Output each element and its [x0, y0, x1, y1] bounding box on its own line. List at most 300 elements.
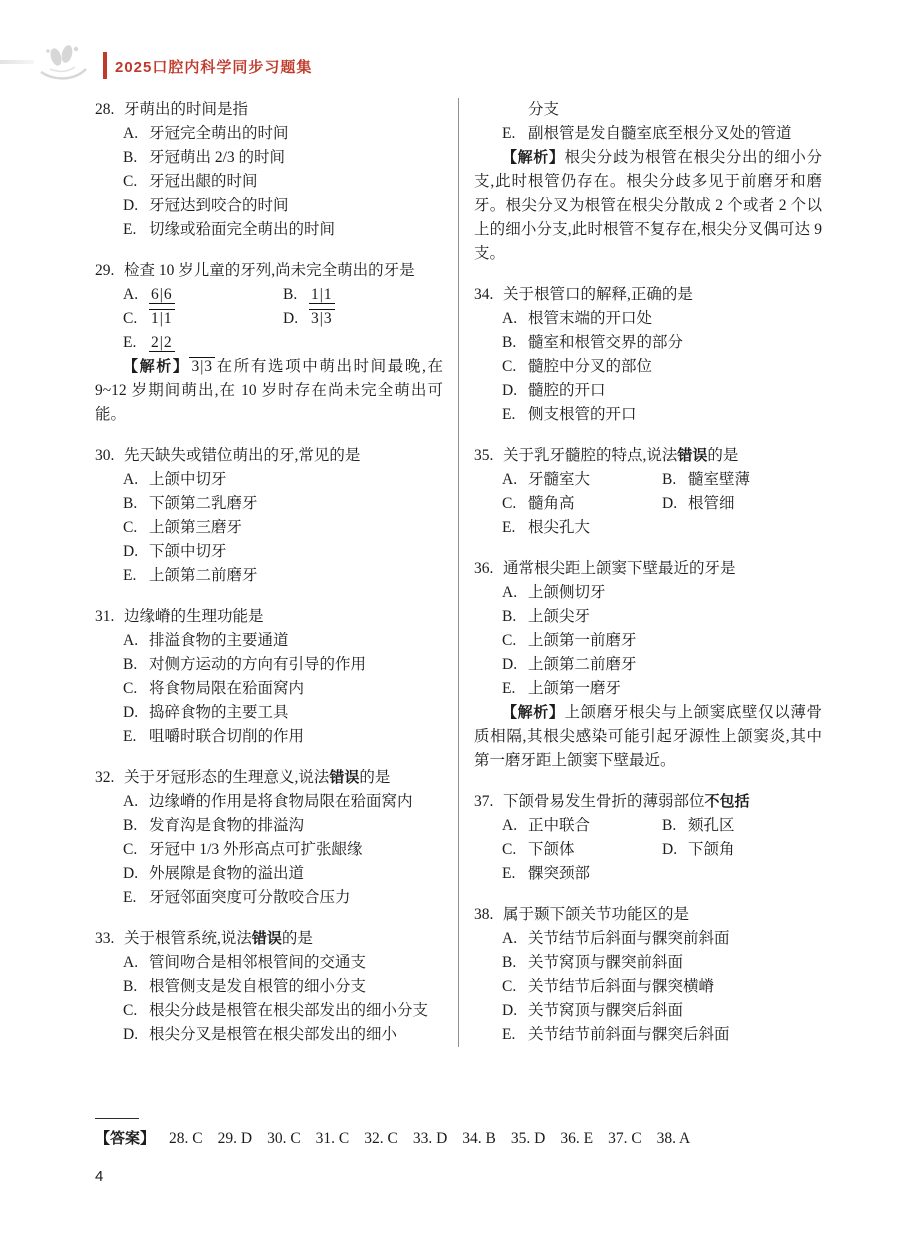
option-text — [528, 653, 822, 677]
option-text — [149, 564, 443, 588]
header-edge-line — [0, 60, 34, 64]
option-text — [149, 886, 443, 910]
text-segment: 下颌第二乳磨牙 — [149, 495, 258, 512]
option — [662, 814, 822, 838]
text-segment: 牙冠出龈的时间 — [149, 173, 258, 190]
option — [95, 701, 443, 725]
option-label: A. — [502, 930, 518, 947]
option-row — [474, 492, 822, 516]
option-text — [149, 790, 443, 814]
answer-item: 32. C — [364, 1130, 398, 1147]
option — [95, 629, 443, 653]
option-text — [528, 403, 822, 427]
text-segment: 上颌第一磨牙 — [528, 680, 622, 697]
option-text — [528, 122, 822, 146]
palmer-notation: 3|3 — [311, 310, 333, 327]
text-segment: 上颌侧切牙 — [528, 584, 606, 601]
option — [662, 468, 822, 492]
question — [474, 903, 822, 927]
option-label: A. — [123, 632, 139, 649]
option — [95, 492, 443, 516]
option-label: E. — [123, 334, 137, 351]
question-stem — [503, 790, 822, 814]
option-label: E. — [123, 889, 137, 906]
option-text — [149, 999, 443, 1023]
text-segment: 牙冠萌出 2/3 的时间 — [149, 149, 286, 166]
option-text — [149, 283, 283, 307]
option-text — [149, 975, 443, 999]
option-label: C. — [123, 841, 138, 858]
option — [95, 1023, 443, 1047]
option-label: C. — [502, 978, 517, 995]
option-text — [528, 581, 822, 605]
option-label: D. — [283, 310, 299, 327]
text-segment: 分支 — [528, 101, 560, 118]
option-text — [149, 516, 443, 540]
text-segment: 根尖分叉是根管在根尖部发出的细小 — [149, 1026, 398, 1043]
option-text — [528, 999, 822, 1023]
answers-section — [95, 1118, 822, 1150]
text-segment: 牙冠中 1/3 外形高点可扩张龈缘 — [149, 841, 363, 858]
text-segment: 根管细 — [688, 495, 735, 512]
text-segment: 髓腔中分叉的部位 — [528, 358, 653, 375]
question — [474, 557, 822, 581]
text-segment: 上颌第三磨牙 — [149, 519, 243, 536]
option-text — [149, 677, 443, 701]
question — [95, 605, 443, 629]
content — [95, 98, 822, 1047]
option-row — [474, 838, 822, 862]
text-segment: 根尖孔大 — [528, 519, 591, 536]
question-stem — [124, 98, 443, 122]
page-number: 4 — [95, 1168, 104, 1185]
option-text — [528, 814, 662, 838]
option-text — [149, 1023, 443, 1047]
option — [95, 516, 443, 540]
text-segment: 根管侧支是发自根管的细小分支 — [149, 978, 367, 995]
option-label: B. — [283, 286, 298, 303]
text-segment: 咀嚼时联合切削的作用 — [149, 728, 305, 745]
text-segment: 的是 — [359, 769, 391, 786]
option-row — [95, 331, 443, 355]
answer-item: 30. C — [267, 1130, 301, 1147]
question-stem — [124, 259, 443, 283]
text-segment: 下颌骨易发生骨折的薄弱部位 — [503, 793, 705, 810]
option-text — [528, 1023, 822, 1047]
option-label: E. — [123, 221, 137, 238]
text-segment: 关于牙冠形态的生理意义,说法 — [124, 769, 330, 786]
option-text — [149, 194, 443, 218]
analysis-block — [474, 146, 822, 266]
answers-label: 【答案】 — [95, 1130, 156, 1147]
option — [474, 975, 822, 999]
option — [474, 331, 822, 355]
option — [95, 951, 443, 975]
option — [95, 975, 443, 999]
option-text — [149, 838, 443, 862]
option — [662, 492, 822, 516]
text-segment: 髓室壁薄 — [688, 471, 751, 488]
palmer-notation: 3|3 — [191, 358, 214, 375]
text-segment: 将食物局限在𬌗面窝内 — [149, 680, 305, 697]
text-segment: 关节结节前斜面与髁突后斜面 — [528, 1026, 730, 1043]
text-segment: 牙冠邻面突度可分散咬合压力 — [149, 889, 351, 906]
option — [474, 605, 822, 629]
option-label: A. — [123, 286, 139, 303]
answer-item: 28. C — [169, 1130, 203, 1147]
option-label: A. — [502, 584, 518, 601]
option-text — [528, 492, 662, 516]
option-text — [528, 379, 822, 403]
text-segment: 上颌磨牙根尖与上颌窦底壁仅以薄骨质相隔,其根尖感染可能引起牙源性上颌窦炎,其中第一磨牙距上颌窦下壁最近。 — [474, 704, 822, 769]
question-number: 32. — [95, 769, 115, 786]
option-label: B. — [662, 471, 677, 488]
option — [474, 629, 822, 653]
option-label: D. — [502, 382, 518, 399]
option-text — [149, 725, 443, 749]
option-text — [528, 605, 822, 629]
text-segment: 根尖分歧是根管在根尖部发出的细小分支 — [149, 1002, 429, 1019]
question-number: 36. — [474, 560, 494, 577]
option-continuation — [474, 98, 822, 122]
option-row — [474, 516, 822, 540]
bold-segment: 【解析】 — [123, 358, 190, 375]
option-label: B. — [662, 817, 677, 834]
option — [95, 653, 443, 677]
option — [283, 307, 443, 331]
option-label: C. — [123, 519, 138, 536]
text-segment: 髁突颈部 — [528, 865, 591, 882]
question-stem — [124, 766, 443, 790]
option-label: E. — [502, 406, 516, 423]
question-stem — [503, 557, 822, 581]
book-title: 2025口腔内科学同步习题集 — [115, 59, 313, 76]
option-text — [528, 927, 822, 951]
option-label: A. — [123, 471, 139, 488]
option-text — [528, 331, 822, 355]
option-text — [528, 862, 662, 886]
option-text — [688, 814, 822, 838]
option-text — [528, 838, 662, 862]
question-number: 28. — [95, 101, 115, 118]
option-text — [528, 355, 822, 379]
option-label: A. — [502, 471, 518, 488]
text-segment: 髓角高 — [528, 495, 575, 512]
question-number: 29. — [95, 262, 115, 279]
option — [474, 999, 822, 1023]
option-text — [149, 951, 443, 975]
option-text — [149, 146, 443, 170]
option — [474, 653, 822, 677]
option-text — [149, 629, 443, 653]
option-label: C. — [123, 310, 138, 327]
option-label: D. — [123, 704, 139, 721]
option-label: A. — [502, 817, 518, 834]
publisher-logo-icon — [34, 42, 92, 84]
text-segment: 关于根管口的解释,正确的是 — [503, 286, 693, 303]
question — [95, 927, 443, 951]
question-stem — [503, 444, 822, 468]
option-text — [149, 331, 283, 355]
option-label: A. — [123, 954, 139, 971]
option — [95, 146, 443, 170]
option — [502, 516, 662, 540]
option-text — [149, 862, 443, 886]
question-number: 34. — [474, 286, 494, 303]
text-segment: 副根管是发自髓室底至根分叉处的管道 — [528, 125, 792, 142]
option-label: A. — [123, 125, 139, 142]
left-column — [95, 98, 443, 1047]
text-segment: 下颌角 — [688, 841, 735, 858]
option-text — [309, 307, 443, 331]
option — [502, 838, 662, 862]
text-segment: 关节结节后斜面与髁突前斜面 — [528, 930, 730, 947]
option-label: D. — [502, 656, 518, 673]
option-text — [528, 629, 822, 653]
option — [95, 999, 443, 1023]
answer-item: 29. D — [217, 1130, 253, 1147]
option — [474, 677, 822, 701]
option-label: C. — [123, 1002, 138, 1019]
question-number: 31. — [95, 608, 115, 625]
question-number: 35. — [474, 447, 494, 464]
option — [474, 307, 822, 331]
question — [95, 444, 443, 468]
palmer-notation: 1|1 — [311, 286, 333, 303]
option-row — [474, 814, 822, 838]
option-label: D. — [123, 543, 139, 560]
option — [95, 194, 443, 218]
option — [95, 790, 443, 814]
option-label: E. — [123, 567, 137, 584]
analysis-block — [474, 701, 822, 773]
text-segment: 对侧方运动的方向有引导的作用 — [149, 656, 367, 673]
question-number: 30. — [95, 447, 115, 464]
text-segment: 上颌第二前磨牙 — [149, 567, 258, 584]
text-segment: 上颌中切牙 — [149, 471, 227, 488]
question-number: 37. — [474, 793, 494, 810]
question — [95, 766, 443, 790]
option-label: A. — [502, 310, 518, 327]
option-row — [474, 468, 822, 492]
option-label: E. — [502, 680, 516, 697]
question — [474, 283, 822, 307]
answer-item: 31. C — [315, 1130, 350, 1147]
option-text — [149, 653, 443, 677]
option — [95, 677, 443, 701]
option-label: A. — [123, 793, 139, 810]
text-segment: 正中联合 — [528, 817, 591, 834]
bold-segment: 错误 — [251, 930, 282, 947]
question-stem — [124, 444, 443, 468]
header-accent-bar — [103, 52, 107, 79]
option — [95, 814, 443, 838]
column-divider — [458, 98, 459, 1047]
option-label: C. — [123, 173, 138, 190]
answer-item: 33. D — [412, 1130, 448, 1147]
option-label: D. — [123, 865, 139, 882]
option-text — [688, 468, 822, 492]
option — [474, 355, 822, 379]
text-segment: 在所有选项中萌出时间最晚,在 9~12 岁期间萌出,在 10 岁时存在尚未完全萌出可能。 — [95, 358, 443, 423]
text-segment: 边缘嵴的作用是将食物局限在𬌗面窝内 — [149, 793, 413, 810]
answer-item: 35. D — [510, 1130, 546, 1147]
text-segment: 髓室和根管交界的部分 — [528, 334, 684, 351]
question — [95, 259, 443, 283]
text-segment: 检查 10 岁儿童的牙列,尚未完全萌出的牙是 — [124, 262, 415, 279]
palmer-notation: 1|1 — [151, 310, 173, 327]
text-segment: 边缘嵴的生理功能是 — [124, 608, 264, 625]
option-text — [528, 307, 822, 331]
text-segment: 牙萌出的时间是指 — [124, 101, 249, 118]
option — [474, 122, 822, 146]
option-text — [149, 540, 443, 564]
option — [95, 886, 443, 910]
text-segment: 关节窝顶与髁突后斜面 — [528, 1002, 684, 1019]
option — [502, 468, 662, 492]
option — [474, 403, 822, 427]
answers-line — [95, 1128, 822, 1150]
question-stem — [503, 903, 822, 927]
text-segment: 下颌体 — [528, 841, 575, 858]
question-number: 33. — [95, 930, 115, 947]
option-label: B. — [502, 954, 517, 971]
option-text — [149, 814, 443, 838]
text-segment: 外展隙是食物的溢出道 — [149, 865, 305, 882]
option-row — [474, 862, 822, 886]
text-segment: 牙髓室大 — [528, 471, 591, 488]
text-segment: 根尖分歧为根管在根尖分出的细小分支,此时根管仍存在。根尖分歧多见于前磨牙和磨牙。根尖分叉为根管在根尖分散成 2 个或者 2 个以上的细小分支,此时根管不复存在,根尖分叉偶可达 9 支。 — [474, 149, 822, 262]
option-label: C. — [123, 680, 138, 697]
option-text — [528, 677, 822, 701]
option-label: C. — [502, 632, 517, 649]
option — [474, 951, 822, 975]
palmer-notation: 2|2 — [151, 334, 173, 351]
option — [474, 1023, 822, 1047]
option-text — [149, 492, 443, 516]
text-segment: 根管末端的开口处 — [528, 310, 653, 327]
question-stem — [124, 605, 443, 629]
option-label: C. — [502, 495, 517, 512]
option-label: B. — [502, 608, 517, 625]
text-segment: 上颌第一前磨牙 — [528, 632, 637, 649]
option-text — [149, 307, 283, 331]
text-segment: 下颌中切牙 — [149, 543, 227, 560]
option — [123, 283, 283, 307]
option — [95, 468, 443, 492]
option-text — [528, 951, 822, 975]
option-label: B. — [502, 334, 517, 351]
option-text — [528, 975, 822, 999]
question-stem — [503, 283, 822, 307]
option — [283, 283, 443, 307]
option — [474, 927, 822, 951]
option-row — [95, 307, 443, 331]
text-segment: 颏孔区 — [688, 817, 735, 834]
answer-item: 37. C — [608, 1130, 642, 1147]
text-segment: 的是 — [707, 447, 739, 464]
text-segment: 上颌尖牙 — [528, 608, 591, 625]
text-segment: 关节结节后斜面与髁突横嵴 — [528, 978, 715, 995]
option-text — [528, 468, 662, 492]
option-label: B. — [123, 656, 138, 673]
text-segment: 管间吻合是相邻根管间的交通支 — [149, 954, 367, 971]
option-label: E. — [123, 728, 137, 745]
option — [123, 307, 283, 331]
option-label: D. — [123, 197, 139, 214]
option — [662, 838, 822, 862]
palmer-notation: 6|6 — [151, 286, 173, 303]
text-segment: 先天缺失或错位萌出的牙,常见的是 — [124, 447, 361, 464]
option-text — [688, 838, 822, 862]
option-label: E. — [502, 519, 516, 536]
option-label: E. — [502, 865, 516, 882]
option-label: D. — [123, 1026, 139, 1043]
text-segment: 的是 — [281, 930, 313, 947]
question-number: 38. — [474, 906, 494, 923]
option-label: B. — [123, 978, 138, 995]
bold-segment: 错误 — [329, 769, 360, 786]
option-text — [309, 283, 443, 307]
text-segment: 关于乳牙髓腔的特点,说法 — [503, 447, 678, 464]
option-label: B. — [123, 149, 138, 166]
answer-item: 38. A — [656, 1130, 691, 1147]
bold-segment: 错误 — [677, 447, 708, 464]
option-text — [149, 701, 443, 725]
text-segment: 捣碎食物的主要工具 — [149, 704, 289, 721]
option-label: D. — [662, 495, 678, 512]
question — [95, 98, 443, 122]
answer-item: 34. B — [462, 1130, 496, 1147]
text-segment: 通常根尖距上颌窦下壁最近的牙是 — [503, 560, 736, 577]
text-segment: 排溢食物的主要通道 — [149, 632, 289, 649]
option-label: D. — [662, 841, 678, 858]
answer-item: 36. E — [560, 1130, 594, 1147]
option — [95, 218, 443, 242]
option-text — [688, 492, 822, 516]
answers-separator — [95, 1118, 139, 1119]
option-text — [149, 122, 443, 146]
option — [95, 564, 443, 588]
text-segment: 牙冠达到咬合的时间 — [149, 197, 289, 214]
option-label: E. — [502, 1026, 516, 1043]
option-text — [149, 468, 443, 492]
option — [95, 725, 443, 749]
option — [95, 540, 443, 564]
text-segment: 关于根管系统,说法 — [124, 930, 252, 947]
option — [95, 838, 443, 862]
analysis-block — [95, 355, 443, 427]
option-row — [95, 283, 443, 307]
option-text — [528, 516, 662, 540]
text-segment: 发育沟是食物的排溢沟 — [149, 817, 305, 834]
question — [474, 444, 822, 468]
option-label: B. — [123, 495, 138, 512]
text-segment: 切缘或𬌗面完全萌出的时间 — [149, 221, 336, 238]
text-segment: 上颌第二前磨牙 — [528, 656, 637, 673]
option-label: B. — [123, 817, 138, 834]
option-text — [149, 170, 443, 194]
option-label: D. — [502, 1002, 518, 1019]
option — [123, 331, 283, 355]
option — [95, 170, 443, 194]
answers-list — [169, 1130, 705, 1147]
text-segment: 关节窝顶与髁突前斜面 — [528, 954, 684, 971]
text-segment: 髓腔的开口 — [528, 382, 606, 399]
option — [502, 492, 662, 516]
bold-segment: 【解析】 — [502, 149, 565, 166]
text-segment: 牙冠完全萌出的时间 — [149, 125, 289, 142]
